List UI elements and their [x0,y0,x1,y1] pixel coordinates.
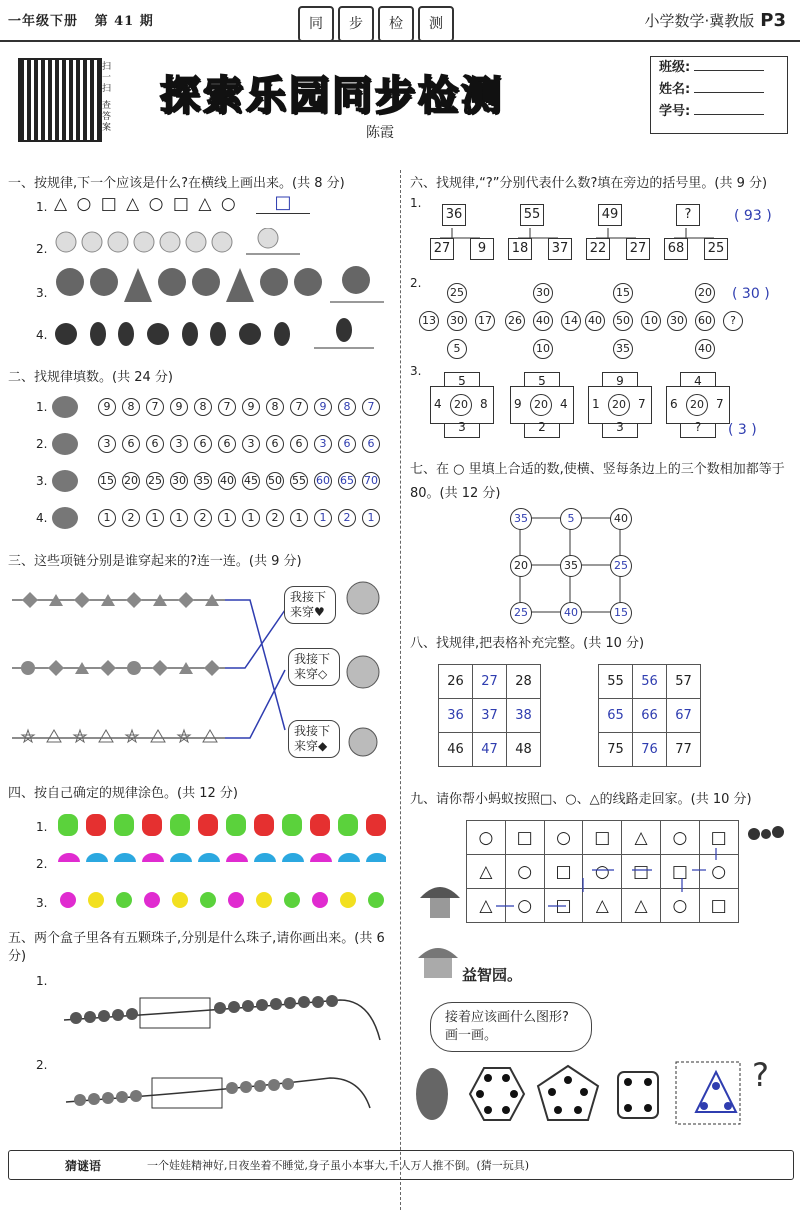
top-number: 9 [616,374,624,388]
q6-part-number: 3. [410,364,422,378]
table-cell: 55 [599,665,633,699]
maze-cell[interactable]: □ [622,855,661,889]
bead-strings [60,990,390,1130]
number-circle: 1 [98,509,116,527]
number-circle: 13 [419,311,439,331]
maze-cell[interactable]: □ [700,821,739,855]
top-box: 49 [598,204,622,226]
number-circle: 5 [447,339,467,359]
number-circle: 30 [170,472,188,490]
maze-cell[interactable]: □ [506,821,545,855]
author: 陈霞 [366,125,394,141]
answer-circle[interactable]: 70 [362,472,380,490]
footer-riddle [8,1150,794,1180]
coloring-rows[interactable] [56,810,386,916]
left-number: 9 [514,397,522,411]
maze-cell[interactable]: □ [545,855,584,889]
top-number: 5 [538,374,546,388]
number-circle: 7 [146,398,164,416]
q4-row-number: 3. [36,896,48,910]
answer-circle[interactable]: 9 [314,398,332,416]
animal-characters [335,576,395,766]
right-box: 9 [470,238,494,260]
animal-icon [52,433,78,455]
answer-line[interactable]: □ [256,192,310,214]
answer-circle[interactable]: 8 [338,398,356,416]
table-2 [598,664,701,767]
header-tab: 步 [338,6,374,42]
number-circle: 40 [533,311,553,331]
answer-paren[interactable]: ( 3 ) [728,422,757,438]
number-circle: 15 [98,472,116,490]
left-number: 4 [434,397,442,411]
number-circle: 55 [290,472,308,490]
svg-text:?: ? [752,1056,769,1094]
maze-cell[interactable]: ○ [700,855,739,889]
answer-paren[interactable]: ( 30 ) [732,286,770,302]
answer-circle[interactable]: 3 [314,435,332,453]
answer-circle[interactable]: 1 [314,509,332,527]
number-sequence [98,435,381,453]
number-circle: 1 [170,509,188,527]
q6-part-number: 2. [410,276,422,290]
left-number: 1 [592,397,600,411]
number-circle: 17 [475,311,495,331]
number-circle: 10 [641,311,661,331]
number-circle: 1 [218,509,236,527]
number-circle: 2 [266,509,284,527]
number-circle: 20 [122,472,140,490]
bottom-number: 3 [616,420,624,434]
maze-cell[interactable]: △ [622,821,661,855]
number-circle: 40 [585,311,605,331]
number-circle: 35 [194,472,212,490]
speech-bubble: 我接下来穿◇ [288,648,340,686]
number-circle: 6 [266,435,284,453]
maze-cell[interactable]: ○ [506,855,545,889]
maze-cell[interactable]: ○ [661,889,700,923]
name-field[interactable]: 姓名: [651,79,787,101]
maze-cell[interactable]: △ [583,889,622,923]
header-rule [0,40,800,42]
maze-cell[interactable]: □ [700,889,739,923]
right-box: 25 [704,238,728,260]
puzzle-house-icon [414,936,462,982]
table-cell: 26 [439,665,473,699]
q4-row-number: 2. [36,857,48,871]
header-grade: 一年级下册 第 41 期 [8,14,154,29]
number-circle: 20 [695,283,715,303]
answer-circle[interactable]: 15 [610,602,632,624]
animal-icon [52,470,78,492]
number-circle: 7 [218,398,236,416]
maze-cell[interactable]: ○ [583,855,622,889]
answer-cell[interactable]: 56 [633,665,667,699]
number-circle: 30 [533,283,553,303]
number-circle: 26 [505,311,525,331]
answer-circle[interactable]: 5 [560,508,582,530]
number-circle: 50 [613,311,633,331]
bottom-number: ? [694,420,702,434]
number-circle: 1 [146,509,164,527]
number-circle: 30 [447,311,467,331]
q3-heading: 三、这些项链分别是谁穿起来的?连一连。(共 9 分) [8,554,302,569]
number-circle: 6 [122,435,140,453]
number-circle: 35 [560,555,582,577]
q2-row-number: 3. [36,474,48,488]
number-circle: 25 [146,472,164,490]
number-circle: 35 [613,339,633,359]
maze-cell[interactable]: ○ [545,821,584,855]
number-circle: 6 [146,435,164,453]
answer-cell[interactable]: 76 [633,733,667,767]
animal-icon [52,396,78,418]
center-circle: 20 [686,394,708,416]
number-circle: 25 [447,283,467,303]
shape-sequence: △ ○ □ △ ○ □ △ ○ [54,194,238,214]
answer-circle[interactable]: 40 [560,602,582,624]
center-circle: 20 [530,394,552,416]
maze-cell[interactable]: □ [661,855,700,889]
q2-row-number: 4. [36,511,48,525]
answer-circle[interactable]: 25 [510,602,532,624]
number-circle: 9 [242,398,260,416]
number-circle: 1 [290,509,308,527]
mushroom-house-icon [416,876,464,922]
left-box: 27 [430,238,454,260]
table-cell: 57 [667,665,701,699]
number-circle: 6 [290,435,308,453]
column-divider [400,170,401,1210]
top-box: ? [676,204,700,226]
q6-part-number: 1. [410,196,422,210]
q1-row-number: 4. [36,328,48,342]
left-box: 18 [508,238,532,260]
path-arrows [466,820,738,922]
q5-row-number: 1. [36,974,48,988]
table-cell: 28 [507,665,541,699]
answer-cell[interactable]: 37 [473,699,507,733]
top-box: 36 [442,204,466,226]
maze-cell[interactable]: ○ [506,889,545,923]
number-circle: 8 [266,398,284,416]
left-box: 68 [664,238,688,260]
puzzle-bubble: 接着应该画什么图形?画一画。 [430,1002,592,1052]
number-circle: 40 [218,472,236,490]
q8-heading: 八、找规律,把表格补充完整。(共 10 分) [410,636,645,651]
answer-cell[interactable]: 66 [633,699,667,733]
q5-heading: 五、两个盒子里各有五颗珠子,分别是什么珠子,请你画出来。(共 6 分) [8,931,385,964]
number-circle: 1 [242,509,260,527]
answer-paren[interactable]: ( 93 ) [734,208,772,224]
header-tab: 检 [378,6,414,42]
answer-circle[interactable]: 6 [362,435,380,453]
answer-circle[interactable]: 65 [338,472,356,490]
table-1 [438,664,541,767]
answer-cell[interactable]: 38 [507,699,541,733]
answer-circle[interactable]: 25 [610,555,632,577]
number-sequence [98,472,381,490]
class-field[interactable]: 班级: [651,57,787,79]
answer-cell[interactable]: 65 [599,699,633,733]
number-circle: 15 [613,283,633,303]
q1-heading: 一、按规律,下一个应该是什么?在横线上画出来。(共 8 分) [8,176,345,191]
maze-cell[interactable]: □ [545,889,584,923]
number-sequence [98,509,381,527]
center-circle: 20 [450,394,472,416]
answer-circle[interactable]: 1 [362,509,380,527]
q7-heading: 七、在 ○ 里填上合适的数,使横、竖每条边上的三个数相加都等于 80。(共 12 分) [410,462,785,501]
number-circle: 50 [266,472,284,490]
answer-cell[interactable]: 36 [439,699,473,733]
qr-code [18,58,102,142]
maze-cell[interactable]: ○ [661,821,700,855]
number-circle: ? [723,311,743,331]
puzzle-shapes [414,1056,794,1126]
number-circle: 7 [290,398,308,416]
header-tab: 同 [298,6,334,42]
number-sequence [98,398,381,416]
number-circle: 2 [194,509,212,527]
header-tab: 测 [418,6,454,42]
fruit-sequence [54,318,384,352]
number-circle: 3 [170,435,188,453]
number-circle: 2 [122,509,140,527]
center-circle: 20 [608,394,630,416]
number-circle: 10 [533,339,553,359]
number-circle: 14 [561,311,581,331]
right-number: 8 [480,397,488,411]
table-cell: 46 [439,733,473,767]
bottom-number: 2 [538,420,546,434]
q2-heading: 二、找规律填数。(共 24 分) [8,370,173,385]
top-number: 4 [694,374,702,388]
number-circle: 60 [695,311,715,331]
q4-heading: 四、按自己确定的规律涂色。(共 12 分) [8,786,238,801]
right-number: 7 [716,397,724,411]
tree-sequence [54,266,384,308]
footer-label: 猜谜语 [65,1159,102,1173]
face-sequence [54,228,314,268]
footer-text: 一个娃娃精神好,日夜坐着不睡觉,身子虽小本事大,千人万人推不倒。(猜一玩具) [147,1159,530,1172]
student-info-box [650,56,788,134]
table-cell: 48 [507,733,541,767]
q2-row-number: 1. [36,400,48,414]
left-box: 22 [586,238,610,260]
speech-bubble: 我接下来穿◆ [288,720,340,758]
answer-circle[interactable]: 35 [510,508,532,530]
number-circle: 30 [667,311,687,331]
answer-circle[interactable]: 7 [362,398,380,416]
top-box: 55 [520,204,544,226]
left-number: 6 [670,397,678,411]
number-circle: 6 [194,435,212,453]
number-circle: 8 [122,398,140,416]
number-circle: 9 [170,398,188,416]
number-circle: 3 [98,435,116,453]
answer-cell[interactable]: 27 [473,665,507,699]
speech-bubble: 我接下来穿♥ [284,586,336,624]
q1-row-number: 1. [36,200,48,214]
answer-circle[interactable]: 2 [338,509,356,527]
qr-caption: 扫 一 扫 查 答 案 [102,62,112,133]
q1-row-number: 3. [36,286,48,300]
q2-row-number: 2. [36,437,48,451]
top-number: 5 [458,374,466,388]
maze-cell[interactable]: △ [467,889,506,923]
number-circle: 3 [242,435,260,453]
q1-row-number: 2. [36,242,48,256]
animal-icon [52,507,78,529]
right-box: 37 [548,238,572,260]
table-cell: 77 [667,733,701,767]
maze-cell[interactable]: ○ [467,821,506,855]
maze-cell[interactable]: △ [467,855,506,889]
q6-heading: 六、找规律,“?”分别代表什么数?填在旁边的括号里。(共 9 分) [410,176,768,191]
q5-row-number: 2. [36,1058,48,1072]
page-title: 探索乐园同步检测 [160,73,504,119]
number-circle: 9 [98,398,116,416]
bottom-number: 3 [458,420,466,434]
answer-circle[interactable]: 60 [314,472,332,490]
number-circle: 45 [242,472,260,490]
q9-heading: 九、请你帮小蚂蚁按照□、○、△的线路走回家。(共 10 分) [410,792,752,807]
maze-cell[interactable]: △ [622,889,661,923]
q4-row-number: 1. [36,820,48,834]
number-circle: 8 [194,398,212,416]
number-circle: 40 [695,339,715,359]
header-subject: 小学数学·冀教版 P3 [644,10,786,31]
number-circle: 20 [510,555,532,577]
number-circle: 40 [610,508,632,530]
maze-cell[interactable]: □ [583,821,622,855]
ant-icon [744,818,788,848]
table-cell: 75 [599,733,633,767]
puzzle-label: 益智园。 [462,966,523,984]
right-number: 7 [638,397,646,411]
number-circle: 6 [218,435,236,453]
right-box: 27 [626,238,650,260]
id-field[interactable]: 学号: [651,101,787,123]
answer-cell[interactable]: 47 [473,733,507,767]
right-number: 4 [560,397,568,411]
answer-circle[interactable]: 6 [338,435,356,453]
answer-cell[interactable]: 67 [667,699,701,733]
